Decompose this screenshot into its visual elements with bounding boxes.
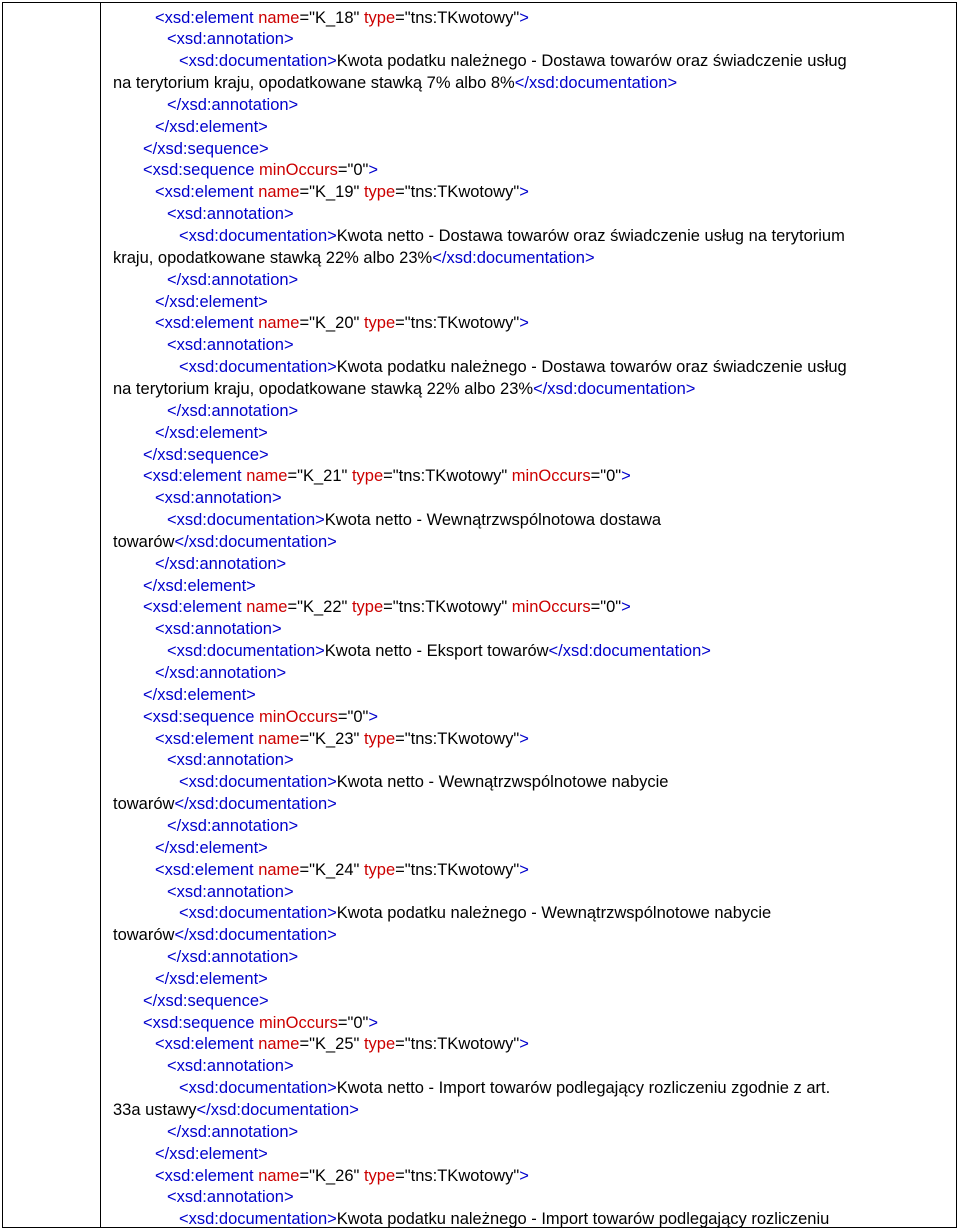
code-line <box>167 1055 294 1077</box>
xml-attribute-name: name <box>258 1166 300 1185</box>
xml-tag: <xsd:annotation> <box>167 882 294 901</box>
xml-tag: <xsd:element <box>155 183 259 202</box>
xml-text: ="K_20" <box>299 314 364 333</box>
xml-attribute-name: type <box>363 729 396 748</box>
xml-tag: </xsd:documentation> <box>174 795 337 814</box>
xml-attribute-name: minOccurs <box>511 467 591 486</box>
code-line <box>167 334 294 356</box>
code-line <box>167 400 298 422</box>
code-line <box>113 247 595 269</box>
xml-tag: <xsd:element <box>143 598 247 617</box>
code-line <box>113 924 337 946</box>
xml-attribute-name: type <box>363 1035 396 1054</box>
xml-tag: <xsd:documentation> <box>179 1210 337 1229</box>
xml-text: ="K_24" <box>299 860 364 879</box>
xml-tag: <xsd:annotation> <box>167 336 294 355</box>
xml-tag: </xsd:element> <box>155 838 268 857</box>
code-line <box>167 203 294 225</box>
xml-text: towarów <box>113 795 175 814</box>
code-line <box>167 881 294 903</box>
xml-attribute-name: name <box>246 467 288 486</box>
xml-tag: <xsd:documentation> <box>167 642 325 661</box>
xml-tag: <xsd:element <box>155 1166 259 1185</box>
xml-tag: </xsd:sequence> <box>143 991 269 1010</box>
xml-tag: <xsd:sequence <box>143 1013 260 1032</box>
xml-tag: </xsd:element> <box>143 576 256 595</box>
xml-tag: <xsd:element <box>143 467 247 486</box>
xml-attribute-name: type <box>351 598 384 617</box>
xml-text: towarów <box>113 926 175 945</box>
xml-tag: <xsd:element <box>155 729 259 748</box>
code-line <box>179 225 845 247</box>
xml-attribute-name: name <box>246 598 288 617</box>
code-line <box>155 312 529 334</box>
code-line <box>179 771 668 793</box>
xml-attribute-name: type <box>363 1166 396 1185</box>
xml-text: Kwota netto - Import towarów podlegający rozliczeniu zgodnie z art. <box>336 1079 831 1098</box>
xml-text: ="tns:TKwotowy" <box>395 1035 520 1054</box>
code-line <box>167 1186 294 1208</box>
code-line <box>155 7 529 29</box>
xml-attribute-name: type <box>363 314 396 333</box>
code-line <box>155 1165 529 1187</box>
xml-text: ="0" <box>337 1013 369 1032</box>
xml-attribute-name: minOccurs <box>259 1013 338 1032</box>
xml-tag: </xsd:documentation> <box>514 74 678 93</box>
xml-text: ="0" <box>337 707 369 726</box>
code-line <box>143 444 269 466</box>
xml-tag: <xsd:documentation> <box>179 773 337 792</box>
xml-attribute-name: name <box>258 314 300 333</box>
xml-attribute-name: minOccurs <box>259 707 338 726</box>
xml-text: ="K_18" <box>299 8 364 27</box>
code-line <box>143 706 378 728</box>
xml-tag: > <box>368 161 379 180</box>
xml-text: Kwota netto - Wewnątrzwspólnotowa dostawa <box>324 511 662 530</box>
code-line <box>167 94 298 116</box>
xml-text: ="0" <box>590 467 622 486</box>
xml-tag: </xsd:annotation> <box>155 664 287 682</box>
xml-text: towarów <box>113 532 175 551</box>
xml-tag: > <box>368 707 379 726</box>
code-line <box>179 50 847 72</box>
xml-tag: </xsd:annotation> <box>167 401 299 420</box>
code-line <box>155 618 282 640</box>
xml-text: ="tns:TKwotowy" <box>383 467 512 486</box>
xml-tag: <xsd:documentation> <box>179 52 337 71</box>
xml-tag: > <box>519 8 529 27</box>
code-line <box>167 28 294 50</box>
code-line <box>167 269 298 291</box>
code-line <box>179 356 847 378</box>
xml-attribute-name: name <box>258 729 300 748</box>
xml-attribute-name: minOccurs <box>511 598 591 617</box>
xml-attribute-name: name <box>258 8 300 27</box>
code-line <box>143 465 631 487</box>
xml-text: ="tns:TKwotowy" <box>395 314 520 333</box>
xml-attribute-name: minOccurs <box>259 161 338 180</box>
xml-tag: </xsd:documentation> <box>174 532 337 551</box>
xml-text: Kwota podatku należnego - Wewnątrzwspólnotowe nabycie <box>336 904 772 923</box>
xml-tag: <xsd:annotation> <box>155 620 282 639</box>
code-line <box>155 728 529 750</box>
code-line <box>167 640 711 662</box>
code-line <box>167 946 298 968</box>
code-line <box>167 509 661 531</box>
code-line <box>155 968 268 990</box>
xml-text: na terytorium kraju, opodatkowane stawką 7% albo 8% <box>113 74 515 93</box>
xml-tag: </xsd:sequence> <box>143 445 269 464</box>
xml-text: ="tns:TKwotowy" <box>395 1166 520 1185</box>
xml-tag: <xsd:element <box>155 1035 259 1054</box>
xml-tag: <xsd:annotation> <box>167 751 294 770</box>
xml-tag: <xsd:documentation> <box>179 227 337 245</box>
code-line <box>113 72 677 94</box>
xml-tag: <xsd:documentation> <box>167 511 325 530</box>
code-line <box>155 837 268 859</box>
xml-tag: </xsd:annotation> <box>167 1122 299 1141</box>
xml-tag: </xsd:element> <box>155 117 268 136</box>
xml-text: ="tns:TKwotowy" <box>395 8 520 27</box>
code-line <box>155 181 529 203</box>
code-line <box>155 553 286 575</box>
xml-text: Kwota netto - Wewnątrzwspólnotowe nabycie <box>336 773 669 792</box>
code-line <box>155 1143 268 1165</box>
xml-tag: <xsd:element <box>155 8 259 27</box>
left-column <box>3 3 101 1227</box>
code-line <box>143 990 269 1012</box>
xml-tag: <xsd:documentation> <box>179 358 337 377</box>
xml-attribute-name: type <box>351 467 384 486</box>
xml-text: 33a ustawy <box>113 1101 197 1119</box>
xml-text: ="0" <box>337 161 369 180</box>
xml-tag: > <box>368 1013 379 1032</box>
xml-text: na terytorium kraju, opodatkowane stawką 22% albo 23% <box>113 379 534 398</box>
xml-attribute-name: name <box>258 183 300 202</box>
xml-text: ="tns:TKwotowy" <box>383 598 512 617</box>
xml-text: Kwota podatku należnego - Dostawa towarów oraz świadczenie usług <box>336 358 847 377</box>
xml-attribute-name: name <box>258 860 300 879</box>
xml-tag: </xsd:annotation> <box>155 554 287 573</box>
xml-attribute-name: name <box>258 1035 300 1054</box>
xml-tag: <xsd:element <box>155 314 259 333</box>
xml-tag: </xsd:documentation> <box>196 1101 359 1119</box>
xml-tag: </xsd:element> <box>155 969 268 988</box>
xml-attribute-name: type <box>363 860 396 879</box>
code-line <box>179 1208 829 1230</box>
xml-text: Kwota netto - Eksport towarów <box>324 642 549 661</box>
xml-tag: <xsd:documentation> <box>179 904 337 923</box>
xml-tag: </xsd:element> <box>143 685 256 704</box>
xml-text: ="K_26" <box>299 1166 364 1185</box>
code-line <box>155 116 268 138</box>
xml-text: ="K_25" <box>299 1035 364 1054</box>
xml-tag: <xsd:annotation> <box>155 489 282 508</box>
code-line <box>143 575 256 597</box>
code-line <box>143 596 631 618</box>
xml-tag: </xsd:documentation> <box>533 379 696 398</box>
code-line <box>155 487 282 509</box>
xml-tag: </xsd:annotation> <box>167 270 299 289</box>
xml-text: ="tns:TKwotowy" <box>395 860 520 879</box>
xml-tag: <xsd:element <box>155 860 259 879</box>
code-line <box>179 1077 830 1099</box>
xml-tag: </xsd:sequence> <box>143 139 269 158</box>
xml-text: ="K_19" <box>299 183 364 202</box>
code-line <box>143 684 256 706</box>
code-line <box>167 749 294 771</box>
xml-attribute-name: type <box>363 183 396 202</box>
code-line <box>113 1099 359 1121</box>
xml-text: ="tns:TKwotowy" <box>395 729 520 748</box>
xml-tag: > <box>519 860 529 879</box>
xml-text: ="K_21" <box>287 467 352 486</box>
xml-tag: </xsd:documentation> <box>548 642 711 661</box>
code-line <box>143 159 378 181</box>
code-line <box>113 531 337 553</box>
xml-text: ="tns:TKwotowy" <box>395 183 520 202</box>
xml-text: Kwota podatku należnego - Dostawa towarów oraz świadczenie usług <box>336 52 847 71</box>
code-line <box>143 138 269 160</box>
xml-tag: > <box>621 467 631 486</box>
xml-tag: > <box>519 1035 529 1054</box>
xml-tag: </xsd:annotation> <box>167 95 299 114</box>
code-line <box>155 859 529 881</box>
xml-tag: > <box>519 183 529 202</box>
xml-tag: > <box>621 598 631 617</box>
xml-tag: <xsd:annotation> <box>167 205 294 224</box>
code-line <box>167 1121 298 1143</box>
code-line <box>155 422 268 444</box>
xml-attribute-name: type <box>363 8 396 27</box>
code-line <box>113 793 337 815</box>
xml-tag: </xsd:annotation> <box>167 816 299 835</box>
xml-tag: </xsd:element> <box>155 1144 268 1163</box>
xsd-code-block <box>101 3 956 1227</box>
xml-text: Kwota podatku należnego - Import towarów podlegający rozliczeniu <box>336 1210 830 1229</box>
xml-text: ="K_23" <box>299 729 364 748</box>
code-line <box>179 902 771 924</box>
code-line <box>155 291 268 313</box>
xml-text: Kwota netto - Dostawa towarów oraz świadczenie usług na terytorium <box>336 227 845 245</box>
code-line <box>155 1033 529 1055</box>
xml-text: kraju, opodatkowane stawką 22% albo 23% <box>113 248 433 267</box>
xml-tag: </xsd:element> <box>155 423 268 442</box>
xml-tag: </xsd:element> <box>155 292 268 311</box>
code-line <box>143 1012 378 1034</box>
table-frame <box>2 2 957 1228</box>
xml-tag: > <box>519 1166 529 1185</box>
xml-tag: <xsd:annotation> <box>167 1057 294 1076</box>
xml-tag: <xsd:sequence <box>143 707 260 726</box>
code-line <box>113 378 695 400</box>
code-line <box>155 662 286 684</box>
xml-tag: </xsd:annotation> <box>167 948 299 967</box>
xml-tag: <xsd:annotation> <box>167 30 294 49</box>
xml-tag: </xsd:documentation> <box>432 248 595 267</box>
xml-tag: <xsd:documentation> <box>179 1079 337 1098</box>
xml-text: ="0" <box>590 598 622 617</box>
code-line <box>167 815 298 837</box>
xml-tag: <xsd:annotation> <box>167 1188 294 1207</box>
xml-tag: </xsd:documentation> <box>174 926 337 945</box>
xml-tag: > <box>519 729 529 748</box>
xml-tag: > <box>519 314 529 333</box>
xml-text: ="K_22" <box>287 598 352 617</box>
xml-tag: <xsd:sequence <box>143 161 260 180</box>
